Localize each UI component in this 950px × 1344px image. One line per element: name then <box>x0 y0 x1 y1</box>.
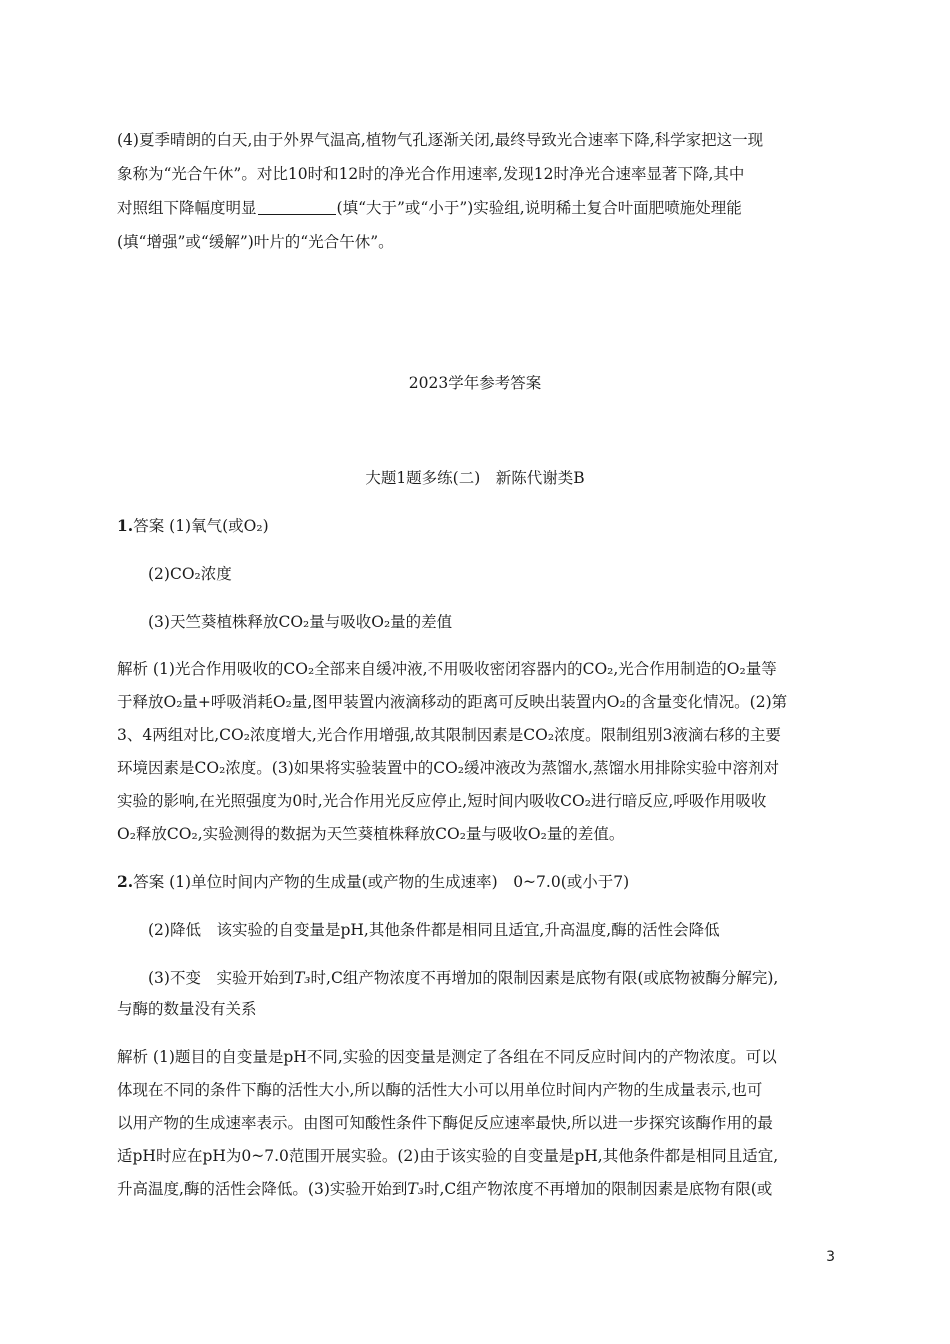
answer-2-label: 答案 <box>133 873 165 891</box>
answer-1-part-1: (1)氧气(或O₂) <box>169 517 269 535</box>
explanation-1-line-2: 于释放O₂量+呼吸消耗O₂量,图甲装置内液滴移动的距离可反映出装置内O₂的含量变化情况。(2)第 <box>117 693 788 711</box>
explanation-1-line-5: 实验的影响,在光照强度为0时,光合作用光反应停止,短时间内吸收CO₂进行暗反应,呼吸作用吸收 <box>117 792 767 810</box>
q4-line-3-end: (填“大于”或“小于”)实验组,说明稀土复合叶面肥喷施处理能 <box>336 199 742 217</box>
answer-2-part-3-continued: 与酶的数量没有关系 <box>117 1000 257 1018</box>
t3-symbol: T₃ <box>293 969 311 987</box>
answer-1-heading <box>117 515 269 537</box>
answer-2-heading <box>117 871 629 893</box>
answer-2-part-3-end: 时,C组产物浓度不再增加的限制因素是底物有限(或底物被酶分解完), <box>310 969 779 987</box>
answer-2-part-1: (1)单位时间内产物的生成量(或产物的生成速率) 0~7.0(或小于7) <box>169 873 630 891</box>
explanation-2-line-4: 适pH时应在pH为0~7.0范围开展实验。(2)由于该实验的自变量是pH,其他条件都是相同且适宜, <box>117 1147 779 1165</box>
explanation-1-line-1: 解析 (1)光合作用吸收的CO₂全部来自缓冲液,不用吸收密闭容器内的CO₂,光合作用制造的O₂量等 <box>117 660 777 678</box>
explanation-2-line-3: 以用产物的生成速率表示。由图可知酸性条件下酶促反应速率最快,所以进一步探究该酶作用的最 <box>117 1114 773 1132</box>
explanation-2-line-5-start: 升高温度,酶的活性会降低。(3)实验开始到 <box>117 1180 408 1198</box>
q4-line-1: (4)夏季晴朗的白天,由于外界气温高,植物气孔逐渐关闭,最终导致光合速率下降,科学家把这一现 <box>117 131 764 149</box>
answer-blank <box>258 198 336 215</box>
explanation-1-line-4: 环境因素是CO₂浓度。(3)如果将实验装置中的CO₂缓冲液改为蒸馏水,蒸馏水用排除实验中溶剂对 <box>117 759 779 777</box>
answer-1-part-3: (3)天竺葵植株释放CO₂量与吸收O₂量的差值 <box>148 613 453 631</box>
page-number: 3 <box>826 1249 835 1265</box>
answer-2-number: 2. <box>117 872 134 891</box>
answer-2-part-3 <box>148 967 778 989</box>
answer-1-label: 答案 <box>133 517 165 535</box>
answers-title: 2023学年参考答案 <box>408 374 542 392</box>
q4-line-3 <box>117 197 742 219</box>
explanation-1-line-6: O₂释放CO₂,实验测得的数据为天竺葵植株释放CO₂量与吸收O₂量的差值。 <box>117 825 625 843</box>
explanation-2-line-5 <box>117 1178 772 1200</box>
answer-1-part-2: (2)CO₂浓度 <box>148 565 232 583</box>
section-subtitle: 大题1题多练(二) 新陈代谢类B <box>365 469 585 487</box>
answer-1-number: 1. <box>117 516 134 535</box>
q4-line-3-start: 对照组下降幅度明显 <box>117 199 257 217</box>
t3-symbol: T₃ <box>407 1180 424 1198</box>
explanation-2-line-5-end: 时,C组产物浓度不再增加的限制因素是底物有限(或 <box>423 1180 773 1198</box>
explanation-2-line-2: 体现在不同的条件下酶的活性大小,所以酶的活性大小可以用单位时间内产物的生成量表示,也可 <box>117 1081 763 1099</box>
answer-2-part-3-start: (3)不变 实验开始到 <box>148 969 294 987</box>
explanation-2-line-1: 解析 (1)题目的自变量是pH不同,实验的因变量是测定了各组在不同反应时间内的产物浓度。可以 <box>117 1048 777 1066</box>
answer-2-part-2: (2)降低 该实验的自变量是pH,其他条件都是相同且适宜,升高温度,酶的活性会降低 <box>148 921 720 939</box>
q4-line-2: 象称为“光合午休”。对比10时和12时的净光合作用速率,发现12时净光合速率显著下降,其中 <box>117 165 745 183</box>
q4-line-4: (填“增强”或“缓解”)叶片的“光合午休”。 <box>117 233 394 251</box>
explanation-1-line-3: 3、4两组对比,CO₂浓度增大,光合作用增强,故其限制因素是CO₂浓度。限制组别3液滴右移的主要 <box>117 726 781 744</box>
